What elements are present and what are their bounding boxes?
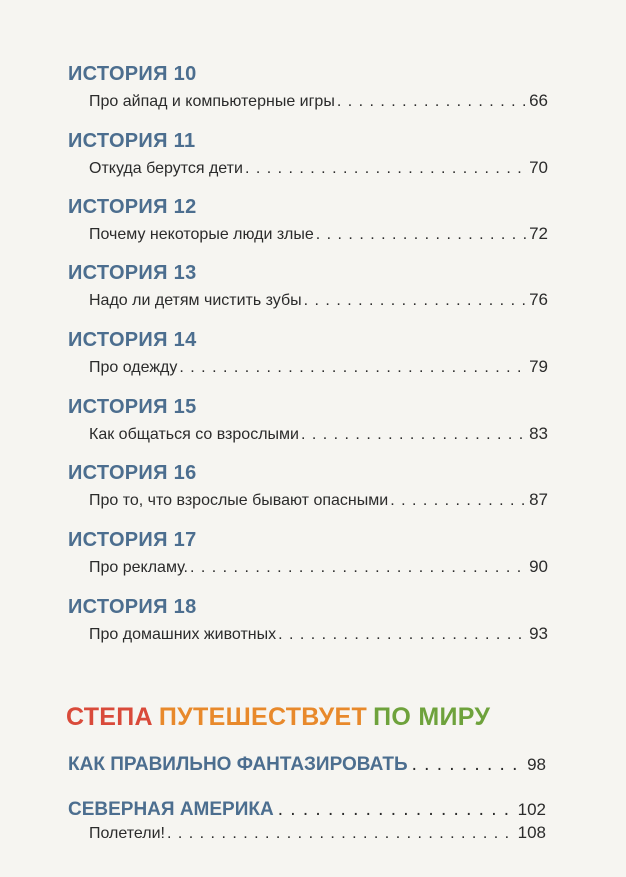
section-heading-word: СТЕПА — [66, 703, 153, 731]
story-heading: ИСТОРИЯ 18 — [68, 596, 197, 618]
section-heading-word: ПУТЕШЕСТВУЕТ — [158, 703, 368, 731]
toc-line — [89, 224, 548, 244]
page-number: 83 — [529, 424, 548, 443]
page-number: 108 — [517, 823, 546, 842]
dot-leader — [316, 225, 527, 245]
story-heading: ИСТОРИЯ 12 — [68, 196, 197, 218]
story-entry — [68, 262, 548, 310]
story-entry — [68, 462, 548, 510]
toc-line — [89, 490, 548, 510]
dot-leader — [301, 425, 527, 445]
chapter-title: КАК ПРАВИЛЬНО ФАНТАЗИРОВАТЬ — [68, 754, 408, 775]
story-entry — [68, 196, 548, 244]
story-title: Почему некоторые люди злые — [89, 226, 314, 243]
dot-leader — [278, 799, 514, 821]
toc-line — [89, 424, 548, 444]
story-heading: ИСТОРИЯ 11 — [68, 130, 196, 152]
story-entry — [68, 396, 548, 444]
section-heading-word: ПО МИРУ — [373, 703, 491, 731]
chapter-title: СЕВЕРНАЯ АМЕРИКА — [68, 799, 274, 820]
story-title: Про рекламу. — [89, 559, 188, 576]
page-number: 102 — [517, 800, 546, 819]
page-number: 76 — [529, 290, 548, 309]
story-entry — [68, 63, 548, 111]
toc-line — [89, 158, 548, 178]
story-entry — [68, 130, 548, 178]
dot-leader — [337, 92, 527, 112]
story-heading: ИСТОРИЯ 15 — [68, 396, 197, 418]
toc-line — [89, 624, 548, 644]
toc-line — [89, 357, 548, 377]
dot-leader — [245, 159, 527, 179]
story-heading: ИСТОРИЯ 13 — [68, 262, 197, 284]
dot-leader — [167, 825, 516, 843]
chapter-entry — [68, 754, 546, 776]
page-number: 87 — [529, 490, 548, 509]
story-title: Надо ли детям чистить зубы — [89, 292, 302, 309]
story-title: Про айпад и компьютерные игры — [89, 93, 335, 110]
section-heading — [66, 703, 496, 732]
page-number: 70 — [529, 158, 548, 177]
story-title: Про домашних животных — [89, 626, 277, 643]
toc-line — [89, 290, 548, 310]
subchapter-title: Полетели! — [89, 825, 165, 842]
story-entry — [68, 596, 548, 644]
page-number: 93 — [529, 624, 548, 643]
story-entry — [68, 529, 548, 577]
story-title: Про то, что взрослые бывают опасными — [89, 492, 389, 509]
page-number: 98 — [527, 755, 546, 774]
story-title: Откуда берутся дети — [89, 160, 243, 177]
dot-leader — [390, 491, 527, 511]
toc-line — [89, 557, 548, 577]
dot-leader — [278, 625, 527, 645]
story-title: Про одежду — [89, 359, 178, 376]
story-entry — [68, 329, 548, 377]
dot-leader — [304, 291, 527, 311]
page-number: 79 — [529, 357, 548, 376]
page-number: 90 — [529, 557, 548, 576]
chapter-entry — [68, 799, 546, 821]
story-title: Как общаться со взрослыми — [89, 426, 299, 443]
story-heading: ИСТОРИЯ 17 — [68, 529, 197, 551]
toc-line — [89, 823, 546, 843]
story-heading: ИСТОРИЯ 14 — [68, 329, 197, 351]
story-heading: ИСТОРИЯ 16 — [68, 462, 197, 484]
story-heading: ИСТОРИЯ 10 — [68, 63, 197, 85]
toc-line — [89, 91, 548, 111]
dot-leader — [412, 754, 523, 776]
page-number: 72 — [529, 224, 548, 243]
dot-leader — [190, 558, 527, 578]
page-number: 66 — [529, 91, 548, 110]
dot-leader — [179, 358, 527, 378]
